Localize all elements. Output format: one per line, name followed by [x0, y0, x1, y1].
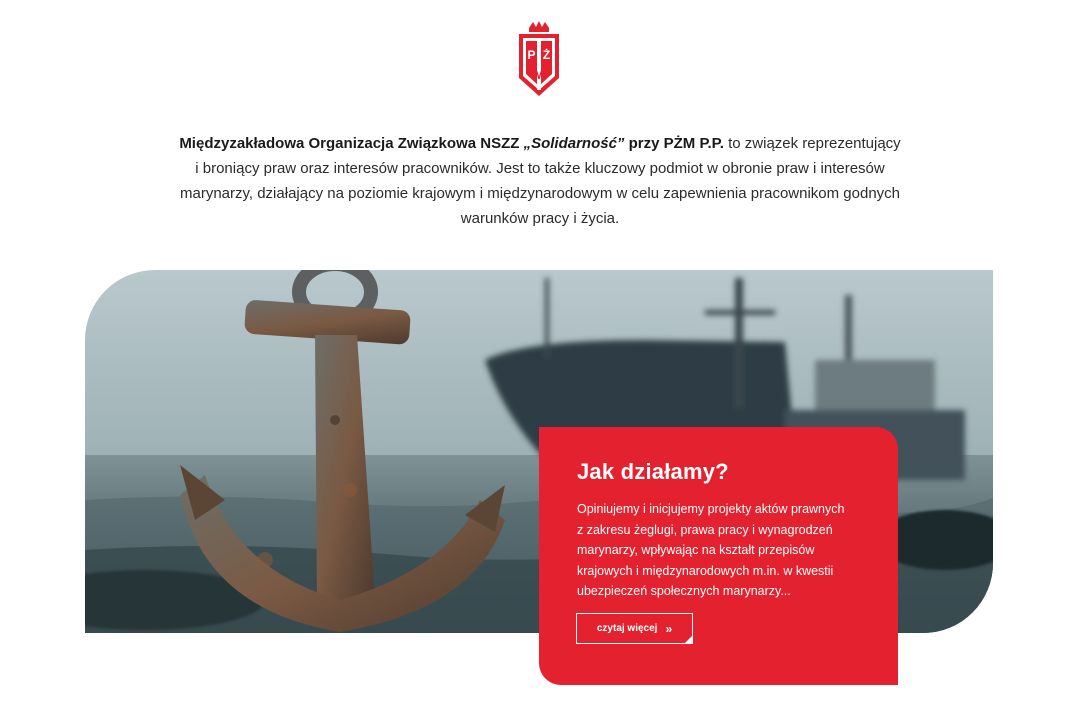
logo-letter-m: M	[534, 68, 544, 82]
logo-letter-z: Ż	[542, 48, 551, 62]
logo-letter-p: P	[527, 48, 536, 62]
intro-przy-pzm: przy PŻM P.P.	[624, 135, 724, 152]
logo-emblem	[515, 20, 563, 98]
card-body-line: Opiniujemy i inicjujemy projekty aktów prawnych	[577, 502, 845, 516]
how-we-work-card	[539, 427, 898, 685]
intro-line4: warunków pracy i życia.	[460, 210, 620, 227]
button-corner-accent	[684, 635, 693, 644]
card-body-line: marynarzy, wpływając na kształt przepisów	[577, 543, 815, 557]
double-chevron-right-icon: »	[665, 621, 673, 636]
intro-line2: i broniący praw oraz interesów pracowników. Jest to także kluczowy podmiot w obronie praw i interesów	[195, 160, 885, 177]
intro-paragraph	[150, 131, 930, 231]
intro-line3: marynarzy, działający na poziomie krajowym i międzynarodowym w celu zapewnienia pracownikom godnych	[179, 185, 901, 202]
read-more-label: czytaj więcej	[596, 623, 658, 634]
read-more-button[interactable]	[576, 613, 693, 644]
card-body-line: z zakresu żeglugi, prawa pracy i wynagrodzeń	[577, 522, 833, 537]
intro-line1-rest: to związek reprezentujący	[723, 135, 901, 152]
intro-org-name: Międzyzakładowa Organizacja Związkowa NSZZ	[179, 135, 524, 152]
card-title: Jak działamy?	[577, 459, 729, 484]
card-body-line: ubezpieczeń społecznych marynarzy...	[577, 584, 791, 598]
intro-solidarnosc: „Solidarność”	[523, 135, 625, 152]
card-body-line: krajowych i międzynarodowych m.in. w kwestii	[577, 563, 834, 578]
card-body	[577, 499, 862, 602]
pzm-logo[interactable]	[515, 20, 563, 98]
